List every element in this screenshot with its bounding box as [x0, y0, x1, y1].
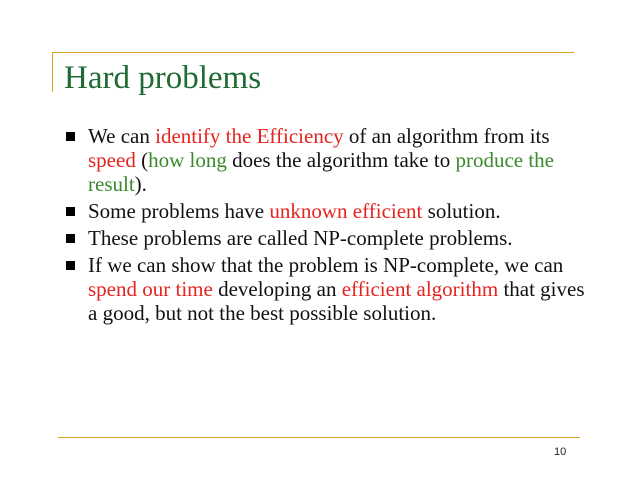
highlight-segment: how long [148, 148, 227, 172]
text-segment: solution. [422, 199, 501, 223]
text-segment: developing an [212, 277, 342, 301]
page-number: 10 [554, 446, 567, 458]
square-bullet-icon [66, 261, 75, 270]
text-segment: that gives a good, but not the best possible solution. [88, 277, 585, 325]
square-bullet-icon [66, 207, 75, 216]
highlight-segment: spend our time [88, 277, 213, 301]
highlight-segment: unknown efficient [269, 199, 423, 223]
bullet-list [66, 124, 586, 328]
square-bullet-icon [66, 234, 75, 243]
highlight-segment: efficient algorithm [341, 277, 499, 301]
bullet-item [66, 124, 586, 196]
highlight-segment: identify the Efficiency [155, 124, 344, 148]
text-segment: If we can show that the problem is NP-complete, we can [88, 253, 564, 277]
text-segment: does the algorithm take to [226, 148, 456, 172]
text-segment: Some problems have [88, 199, 270, 223]
title-side-rule [52, 52, 53, 92]
square-bullet-icon [66, 132, 75, 141]
highlight-segment: produce the result [88, 148, 554, 196]
bullet-item [66, 199, 586, 223]
text-segment: We can [88, 124, 156, 148]
slide-title: Hard problems [64, 60, 262, 96]
bullet-item [66, 253, 586, 325]
highlight-segment: speed [88, 148, 136, 172]
top-rule [52, 52, 574, 53]
bullet-item [66, 226, 586, 250]
footer-rule [58, 437, 580, 438]
text-segment: ( [135, 148, 149, 172]
text-segment: of an algorithm from its [343, 124, 550, 148]
text-segment: ). [134, 172, 147, 196]
text-segment: These problems are called NP-complete problems. [88, 226, 513, 250]
